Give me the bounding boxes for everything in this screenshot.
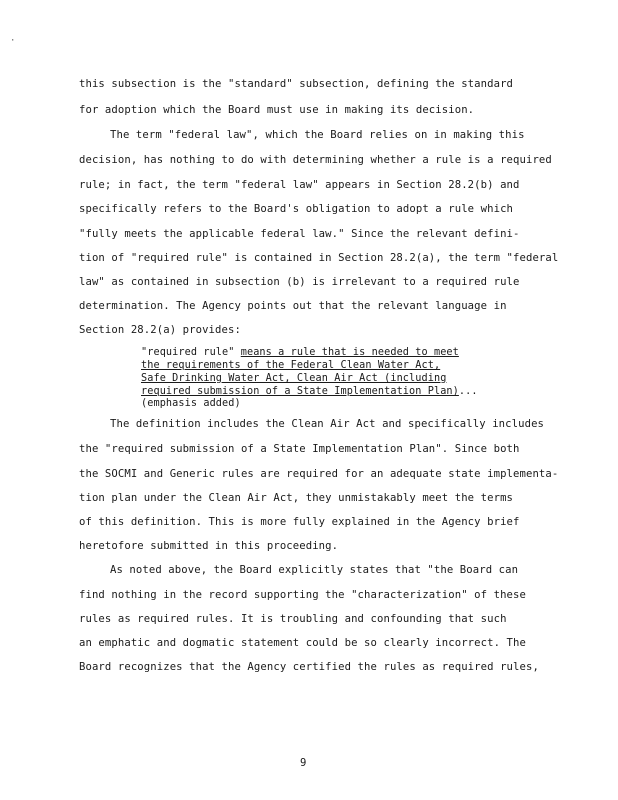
text-line: heretofore submitted in this proceeding. <box>79 540 339 552</box>
text-line: decision, has nothing to do with determining whether a rule is a required <box>79 154 552 166</box>
text-line: The term "federal law", which the Board relies on in making this <box>110 129 525 141</box>
quote-term: "required rule" <box>141 347 241 358</box>
text-line: rules as required rules. It is troubling and confounding that such <box>79 613 507 625</box>
text-line: for adoption which the Board must use in making its decision. <box>79 104 475 116</box>
quote-emphasis: means a rule that is needed to meet <box>240 347 459 358</box>
text-line: The definition includes the Clean Air Act and specifically includes <box>110 418 545 430</box>
quote-ellipsis: ... <box>458 386 478 397</box>
quote-line <box>141 346 459 359</box>
quote-line: Safe Drinking Water Act, Clean Air Act (including <box>141 373 447 384</box>
text-line: tion of "required rule" is contained in Section 28.2(a), the term "federal <box>79 252 559 264</box>
text-line: law" as contained in subsection (b) is irrelevant to a required rule <box>79 276 520 288</box>
text-line: Board recognizes that the Agency certified the rules as required rules, <box>79 661 539 673</box>
text-line: the "required submission of a State Implementation Plan". Since both <box>79 443 520 455</box>
quote-emphasis: required submission of a State Implementation Plan) <box>141 386 459 397</box>
quote-line: the requirements of the Federal Clean Water Act, <box>141 360 441 371</box>
text-line: find nothing in the record supporting the "characterization" of these <box>79 589 526 601</box>
text-line: the SOCMI and Generic rules are required for an adequate state implementa- <box>79 468 559 480</box>
text-line: determination. The Agency points out that the relevant language in <box>79 300 507 312</box>
text-line: Section 28.2(a) provides: <box>79 324 241 336</box>
text-line: of this definition. This is more fully explained in the Agency brief <box>79 516 520 528</box>
text-line: "fully meets the applicable federal law." Since the relevant defini- <box>79 228 520 240</box>
text-line: specifically refers to the Board's obligation to adopt a rule which <box>79 203 514 215</box>
page-number: 9 <box>300 757 307 769</box>
text-line: an emphatic and dogmatic statement could be so clearly incorrect. The <box>79 637 526 649</box>
scan-mark: · <box>10 36 16 46</box>
text-line: As noted above, the Board explicitly states that "the Board can <box>110 564 519 576</box>
text-line: tion plan under the Clean Air Act, they unmistakably meet the terms <box>79 492 514 504</box>
quote-line: (emphasis added) <box>141 398 241 409</box>
text-line: this subsection is the "standard" subsection, defining the standard <box>79 78 514 90</box>
text-line: rule; in fact, the term "federal law" appears in Section 28.2(b) and <box>79 179 520 191</box>
